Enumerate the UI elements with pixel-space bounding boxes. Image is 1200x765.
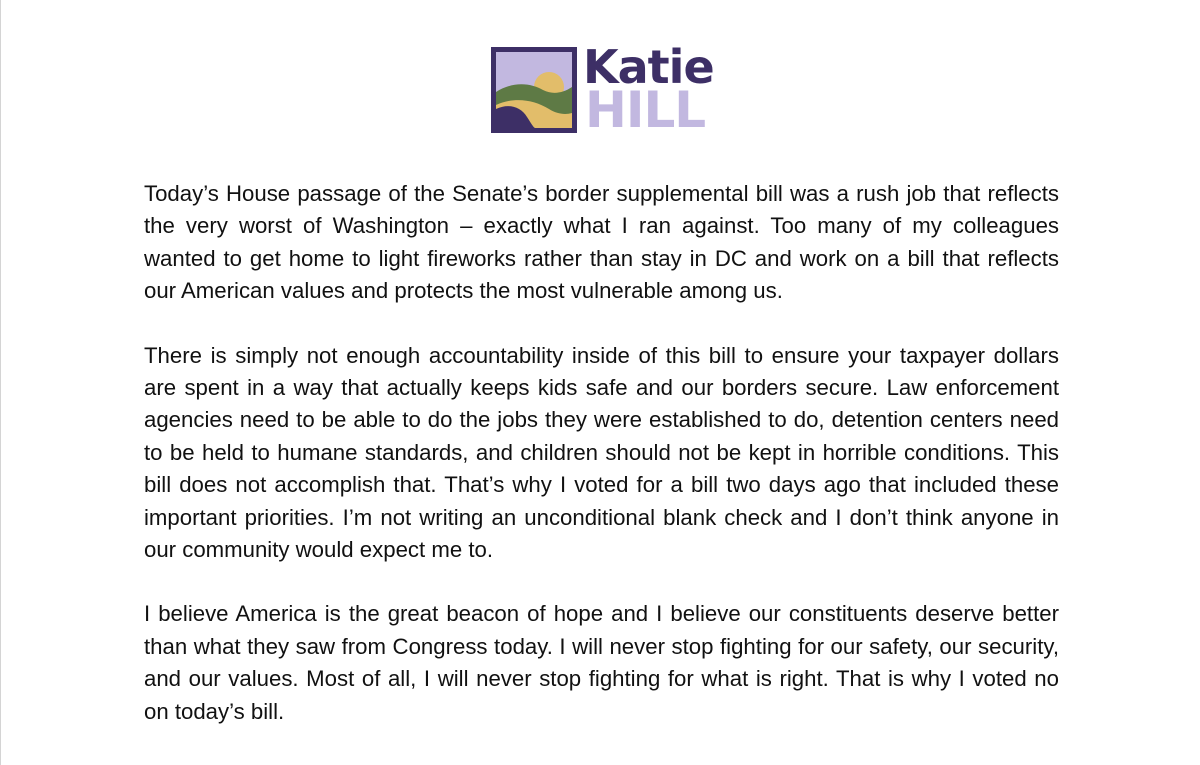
landscape-logo-icon (491, 47, 577, 133)
statement-paragraph: Today’s House passage of the Senate’s border supplemental bill was a rush job that reflects the very worst of Washington – exactly what I ran against. Too many of my colleagues wanted to get home to light fireworks rather than stay in DC and work on a bill that reflects our American values and protects the most vulnerable among us. (144, 181, 1059, 304)
statement-paragraph: There is simply not enough accountability inside of this bill to ensure your taxpayer dollars are spent in a way that actually keeps kids safe and our borders secure. Law enforcement agencies need to be able to do the jobs they were established to do, detention centers need to be held to humane standards, and children should not be kept in horrible conditions. This bill does not accomplish that. That’s why I voted for a bill two days ago that included these important priorities. I’m not writing an unconditional blank check and I don’t think anyone in our community would expect me to. (144, 342, 1059, 563)
logo-last-name: HILL (585, 81, 706, 139)
statement-paragraph: I believe America is the great beacon of hope and I believe our constituents deserve better than what they saw from Congress today. I will never stop fighting for our safety, our security, and our values. Most of all, I will never stop fighting for what is right. That is why I voted no on today’s bill. (144, 601, 1059, 724)
campaign-logo (491, 40, 716, 139)
logo-first-name: Katie (583, 40, 714, 94)
statement-body (144, 178, 1059, 760)
